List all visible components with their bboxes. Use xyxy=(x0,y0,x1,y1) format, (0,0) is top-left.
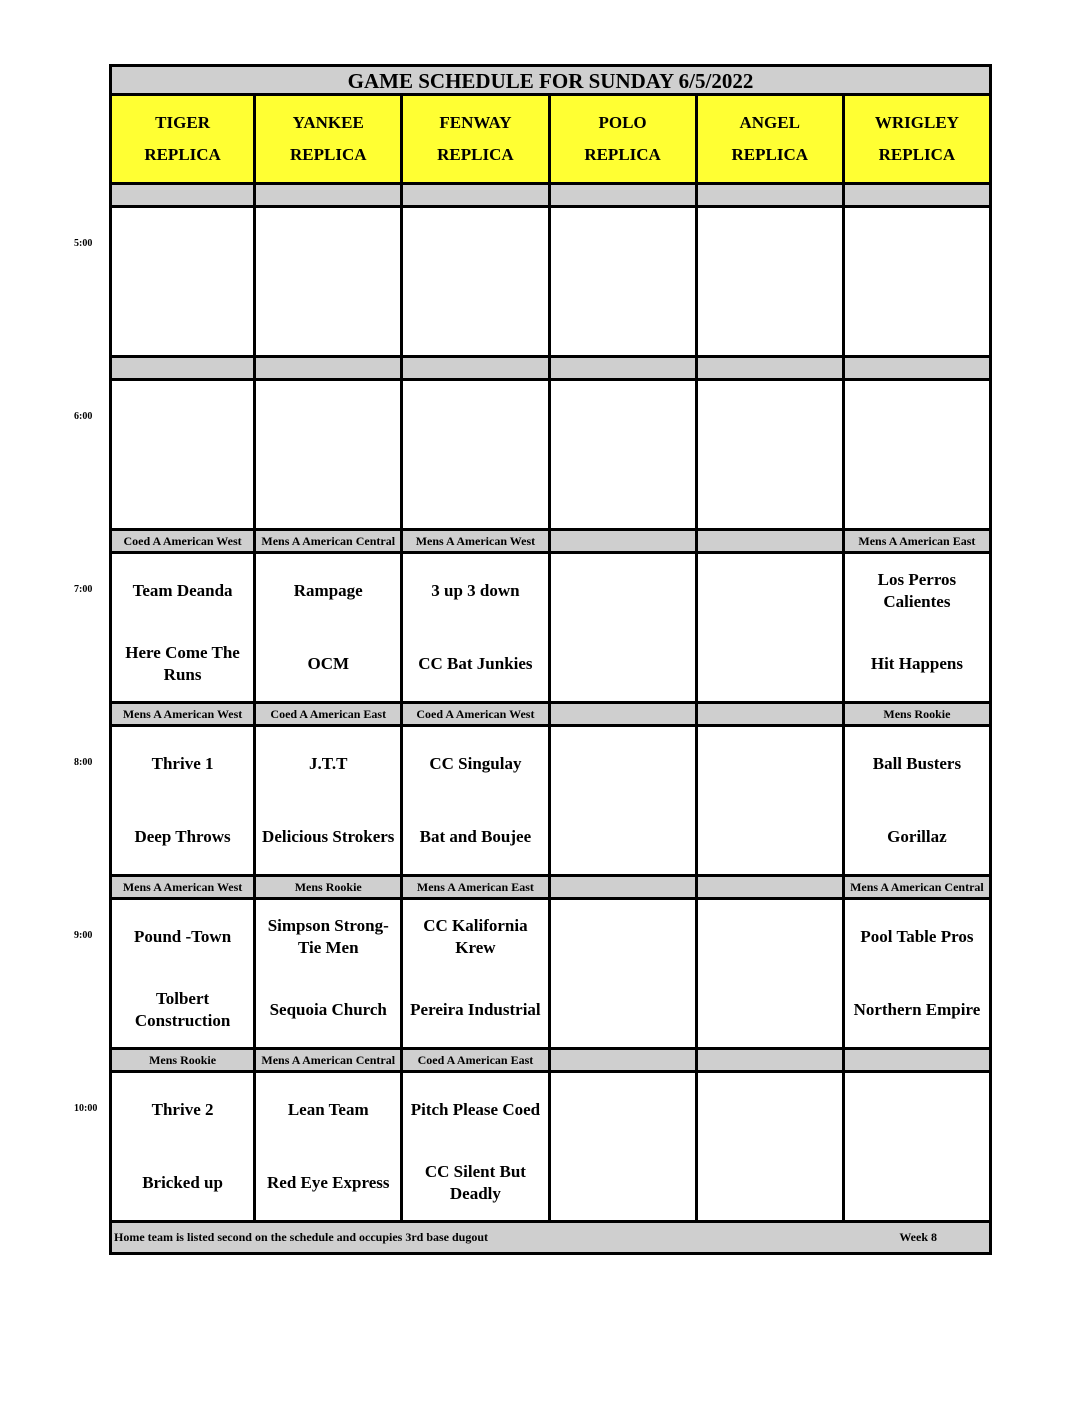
division-label xyxy=(256,358,403,381)
schedule-body xyxy=(109,185,992,1223)
division-label xyxy=(551,358,698,381)
division-label xyxy=(551,877,698,900)
field-header-polo xyxy=(551,96,698,185)
division-row xyxy=(109,531,992,554)
home-team xyxy=(551,455,695,529)
game-cell xyxy=(698,900,845,1050)
away-team xyxy=(698,554,842,628)
game-slot-row xyxy=(109,900,992,1050)
division-label: Mens Rookie xyxy=(256,877,403,900)
home-team: OCM xyxy=(307,654,350,674)
division-label xyxy=(109,358,256,381)
home-team xyxy=(698,974,842,1048)
field-header-tiger xyxy=(109,96,256,185)
division-label: Mens A American West xyxy=(109,877,256,900)
home-team xyxy=(698,1147,842,1221)
division-label: Mens A American East xyxy=(845,531,992,554)
game-cell xyxy=(256,1073,403,1223)
home-team: Here Come The Runs xyxy=(125,643,240,685)
away-team xyxy=(845,381,989,455)
away-team xyxy=(551,208,695,282)
division-label xyxy=(698,358,845,381)
division-label: Coed A American West xyxy=(109,531,256,554)
home-team xyxy=(845,1147,989,1221)
time-label: 9:00 xyxy=(74,930,93,941)
home-team xyxy=(698,455,842,529)
division-label: Mens Rookie xyxy=(845,704,992,727)
home-team xyxy=(551,1147,695,1221)
division-label xyxy=(845,185,992,208)
home-team: Northern Empire xyxy=(853,1000,981,1020)
schedule-footer xyxy=(109,1223,992,1255)
field-subtitle: REPLICA xyxy=(878,145,956,164)
away-team xyxy=(112,381,253,455)
game-cell xyxy=(256,381,403,531)
away-team xyxy=(256,208,400,282)
field-subtitle: REPLICA xyxy=(437,145,514,164)
away-team: 3 up 3 down xyxy=(431,580,520,600)
away-team xyxy=(403,381,547,455)
away-team xyxy=(112,208,253,282)
field-header-wrigley xyxy=(845,96,992,185)
game-cell xyxy=(698,208,845,358)
time-label: 10:00 xyxy=(74,1103,98,1114)
field-name: POLO xyxy=(598,113,647,132)
away-team: Rampage xyxy=(293,580,363,600)
division-label xyxy=(403,358,550,381)
home-team xyxy=(551,974,695,1048)
game-slot-row xyxy=(109,1073,992,1223)
field-name: YANKEE xyxy=(292,113,364,132)
game-cell xyxy=(109,381,256,531)
division-row xyxy=(109,704,992,727)
away-team: Team Deanda xyxy=(132,580,233,600)
home-team: Bricked up xyxy=(142,1173,223,1193)
home-team: CC Bat Junkies xyxy=(418,654,533,674)
home-team: Bat and Boujee xyxy=(419,827,532,847)
game-cell xyxy=(403,208,550,358)
division-label: Mens A American Central xyxy=(256,531,403,554)
home-team: Sequoia Church xyxy=(269,1000,387,1020)
game-slot-row xyxy=(109,727,992,877)
home-team: CC Silent But Deadly xyxy=(424,1162,526,1204)
away-team: J.T.T xyxy=(309,753,348,773)
division-row xyxy=(109,877,992,900)
home-team xyxy=(112,282,253,356)
home-team xyxy=(698,282,842,356)
game-slot-row xyxy=(109,554,992,704)
schedule-title: GAME SCHEDULE FOR SUNDAY 6/5/2022 xyxy=(109,64,992,96)
away-team: Pitch Please Coed xyxy=(410,1099,541,1119)
field-header-angel xyxy=(698,96,845,185)
game-cell xyxy=(403,381,550,531)
field-header-row xyxy=(109,96,992,185)
division-label xyxy=(551,531,698,554)
home-team xyxy=(112,455,253,529)
game-cell xyxy=(256,727,403,877)
home-team xyxy=(403,282,547,356)
away-team xyxy=(551,900,695,974)
game-cell xyxy=(551,900,698,1050)
division-label xyxy=(403,185,550,208)
home-team xyxy=(551,628,695,702)
game-slot-row xyxy=(109,208,992,358)
field-name: TIGER xyxy=(155,113,210,132)
game-cell xyxy=(109,208,256,358)
division-row xyxy=(109,358,992,381)
away-team: Thrive 1 xyxy=(151,753,214,773)
away-team xyxy=(551,554,695,628)
division-label xyxy=(698,531,845,554)
home-team xyxy=(845,455,989,529)
game-cell xyxy=(256,554,403,704)
division-label xyxy=(551,1050,698,1073)
game-cell xyxy=(845,727,992,877)
home-team: Delicious Strokers xyxy=(262,827,395,847)
field-subtitle: REPLICA xyxy=(731,145,808,164)
away-team xyxy=(698,381,842,455)
time-label: 7:00 xyxy=(74,584,93,595)
away-team: Lean Team xyxy=(287,1099,369,1119)
away-team xyxy=(403,208,547,282)
field-name: WRIGLEY xyxy=(874,113,959,132)
division-row xyxy=(109,185,992,208)
game-cell xyxy=(256,900,403,1050)
away-team: Pool Table Pros xyxy=(860,926,974,946)
away-team xyxy=(845,1073,989,1147)
division-label xyxy=(698,185,845,208)
away-team xyxy=(551,1073,695,1147)
away-team: Thrive 2 xyxy=(151,1099,214,1119)
home-team xyxy=(698,801,842,875)
division-label: Coed A American West xyxy=(403,704,550,727)
home-team: Red Eye Express xyxy=(267,1173,390,1193)
game-cell xyxy=(698,381,845,531)
time-label: 8:00 xyxy=(74,757,93,768)
game-cell xyxy=(403,1073,550,1223)
division-label: Mens A American West xyxy=(403,531,550,554)
game-cell xyxy=(551,381,698,531)
field-subtitle: REPLICA xyxy=(289,145,367,164)
game-cell xyxy=(845,381,992,531)
game-cell xyxy=(698,727,845,877)
home-team xyxy=(256,282,400,356)
division-label xyxy=(845,1050,992,1073)
game-cell xyxy=(403,727,550,877)
away-team: Ball Busters xyxy=(872,753,962,773)
division-label xyxy=(698,704,845,727)
game-cell xyxy=(109,727,256,877)
field-header-yankee xyxy=(256,96,403,185)
division-label: Coed A American East xyxy=(256,704,403,727)
game-slot-row xyxy=(109,381,992,531)
home-team xyxy=(256,455,400,529)
home-team: Tolbert Construction xyxy=(134,989,231,1031)
home-team: Gorillaz xyxy=(887,827,947,847)
away-team xyxy=(698,208,842,282)
division-label: Mens A American West xyxy=(109,704,256,727)
field-header-fenway xyxy=(403,96,550,185)
division-label xyxy=(256,185,403,208)
home-team xyxy=(551,282,695,356)
game-cell xyxy=(109,1073,256,1223)
away-team xyxy=(551,727,695,801)
game-cell xyxy=(551,554,698,704)
away-team: CC Kalifornia Krew xyxy=(423,915,528,957)
game-cell xyxy=(551,727,698,877)
away-team xyxy=(845,208,989,282)
field-subtitle: REPLICA xyxy=(584,145,661,164)
field-name: FENWAY xyxy=(439,113,512,132)
home-team xyxy=(845,282,989,356)
game-cell xyxy=(551,208,698,358)
division-label: Mens Rookie xyxy=(109,1050,256,1073)
time-label: 6:00 xyxy=(74,411,93,422)
home-team-note: Home team is listed second on the schedule and occupies 3rd base dugout xyxy=(114,1230,489,1244)
division-label xyxy=(698,1050,845,1073)
division-label xyxy=(551,704,698,727)
field-subtitle: REPLICA xyxy=(144,145,221,164)
schedule-sheet xyxy=(109,64,992,1255)
away-team xyxy=(698,727,842,801)
game-cell xyxy=(845,1073,992,1223)
home-team: Deep Throws xyxy=(134,827,231,847)
time-label: 5:00 xyxy=(74,238,93,249)
division-label xyxy=(698,877,845,900)
game-cell xyxy=(109,900,256,1050)
game-cell xyxy=(551,1073,698,1223)
division-label xyxy=(845,358,992,381)
game-cell xyxy=(845,208,992,358)
game-cell xyxy=(845,900,992,1050)
home-team: Hit Happens xyxy=(870,654,963,674)
game-cell xyxy=(403,554,550,704)
away-team xyxy=(698,1073,842,1147)
game-cell xyxy=(109,554,256,704)
division-label: Mens A American Central xyxy=(845,877,992,900)
game-cell xyxy=(256,208,403,358)
home-team xyxy=(551,801,695,875)
division-label: Mens A American East xyxy=(403,877,550,900)
game-cell xyxy=(403,900,550,1050)
home-team: Pereira Industrial xyxy=(410,1000,541,1020)
home-team xyxy=(403,455,547,529)
division-row xyxy=(109,1050,992,1073)
game-cell xyxy=(698,554,845,704)
away-team xyxy=(698,900,842,974)
game-cell xyxy=(845,554,992,704)
division-label: Mens A American Central xyxy=(256,1050,403,1073)
away-team: Pound -Town xyxy=(133,926,232,946)
week-label: Week 8 xyxy=(899,1230,937,1244)
division-label xyxy=(109,185,256,208)
away-team: Los Perros Calientes xyxy=(877,569,957,611)
game-cell xyxy=(698,1073,845,1223)
division-label xyxy=(551,185,698,208)
away-team xyxy=(256,381,400,455)
field-name: ANGEL xyxy=(739,113,800,132)
away-team: CC Singulay xyxy=(429,753,522,773)
home-team xyxy=(698,628,842,702)
away-team xyxy=(551,381,695,455)
away-team: Simpson Strong-Tie Men xyxy=(267,915,389,957)
division-label: Coed A American East xyxy=(403,1050,550,1073)
